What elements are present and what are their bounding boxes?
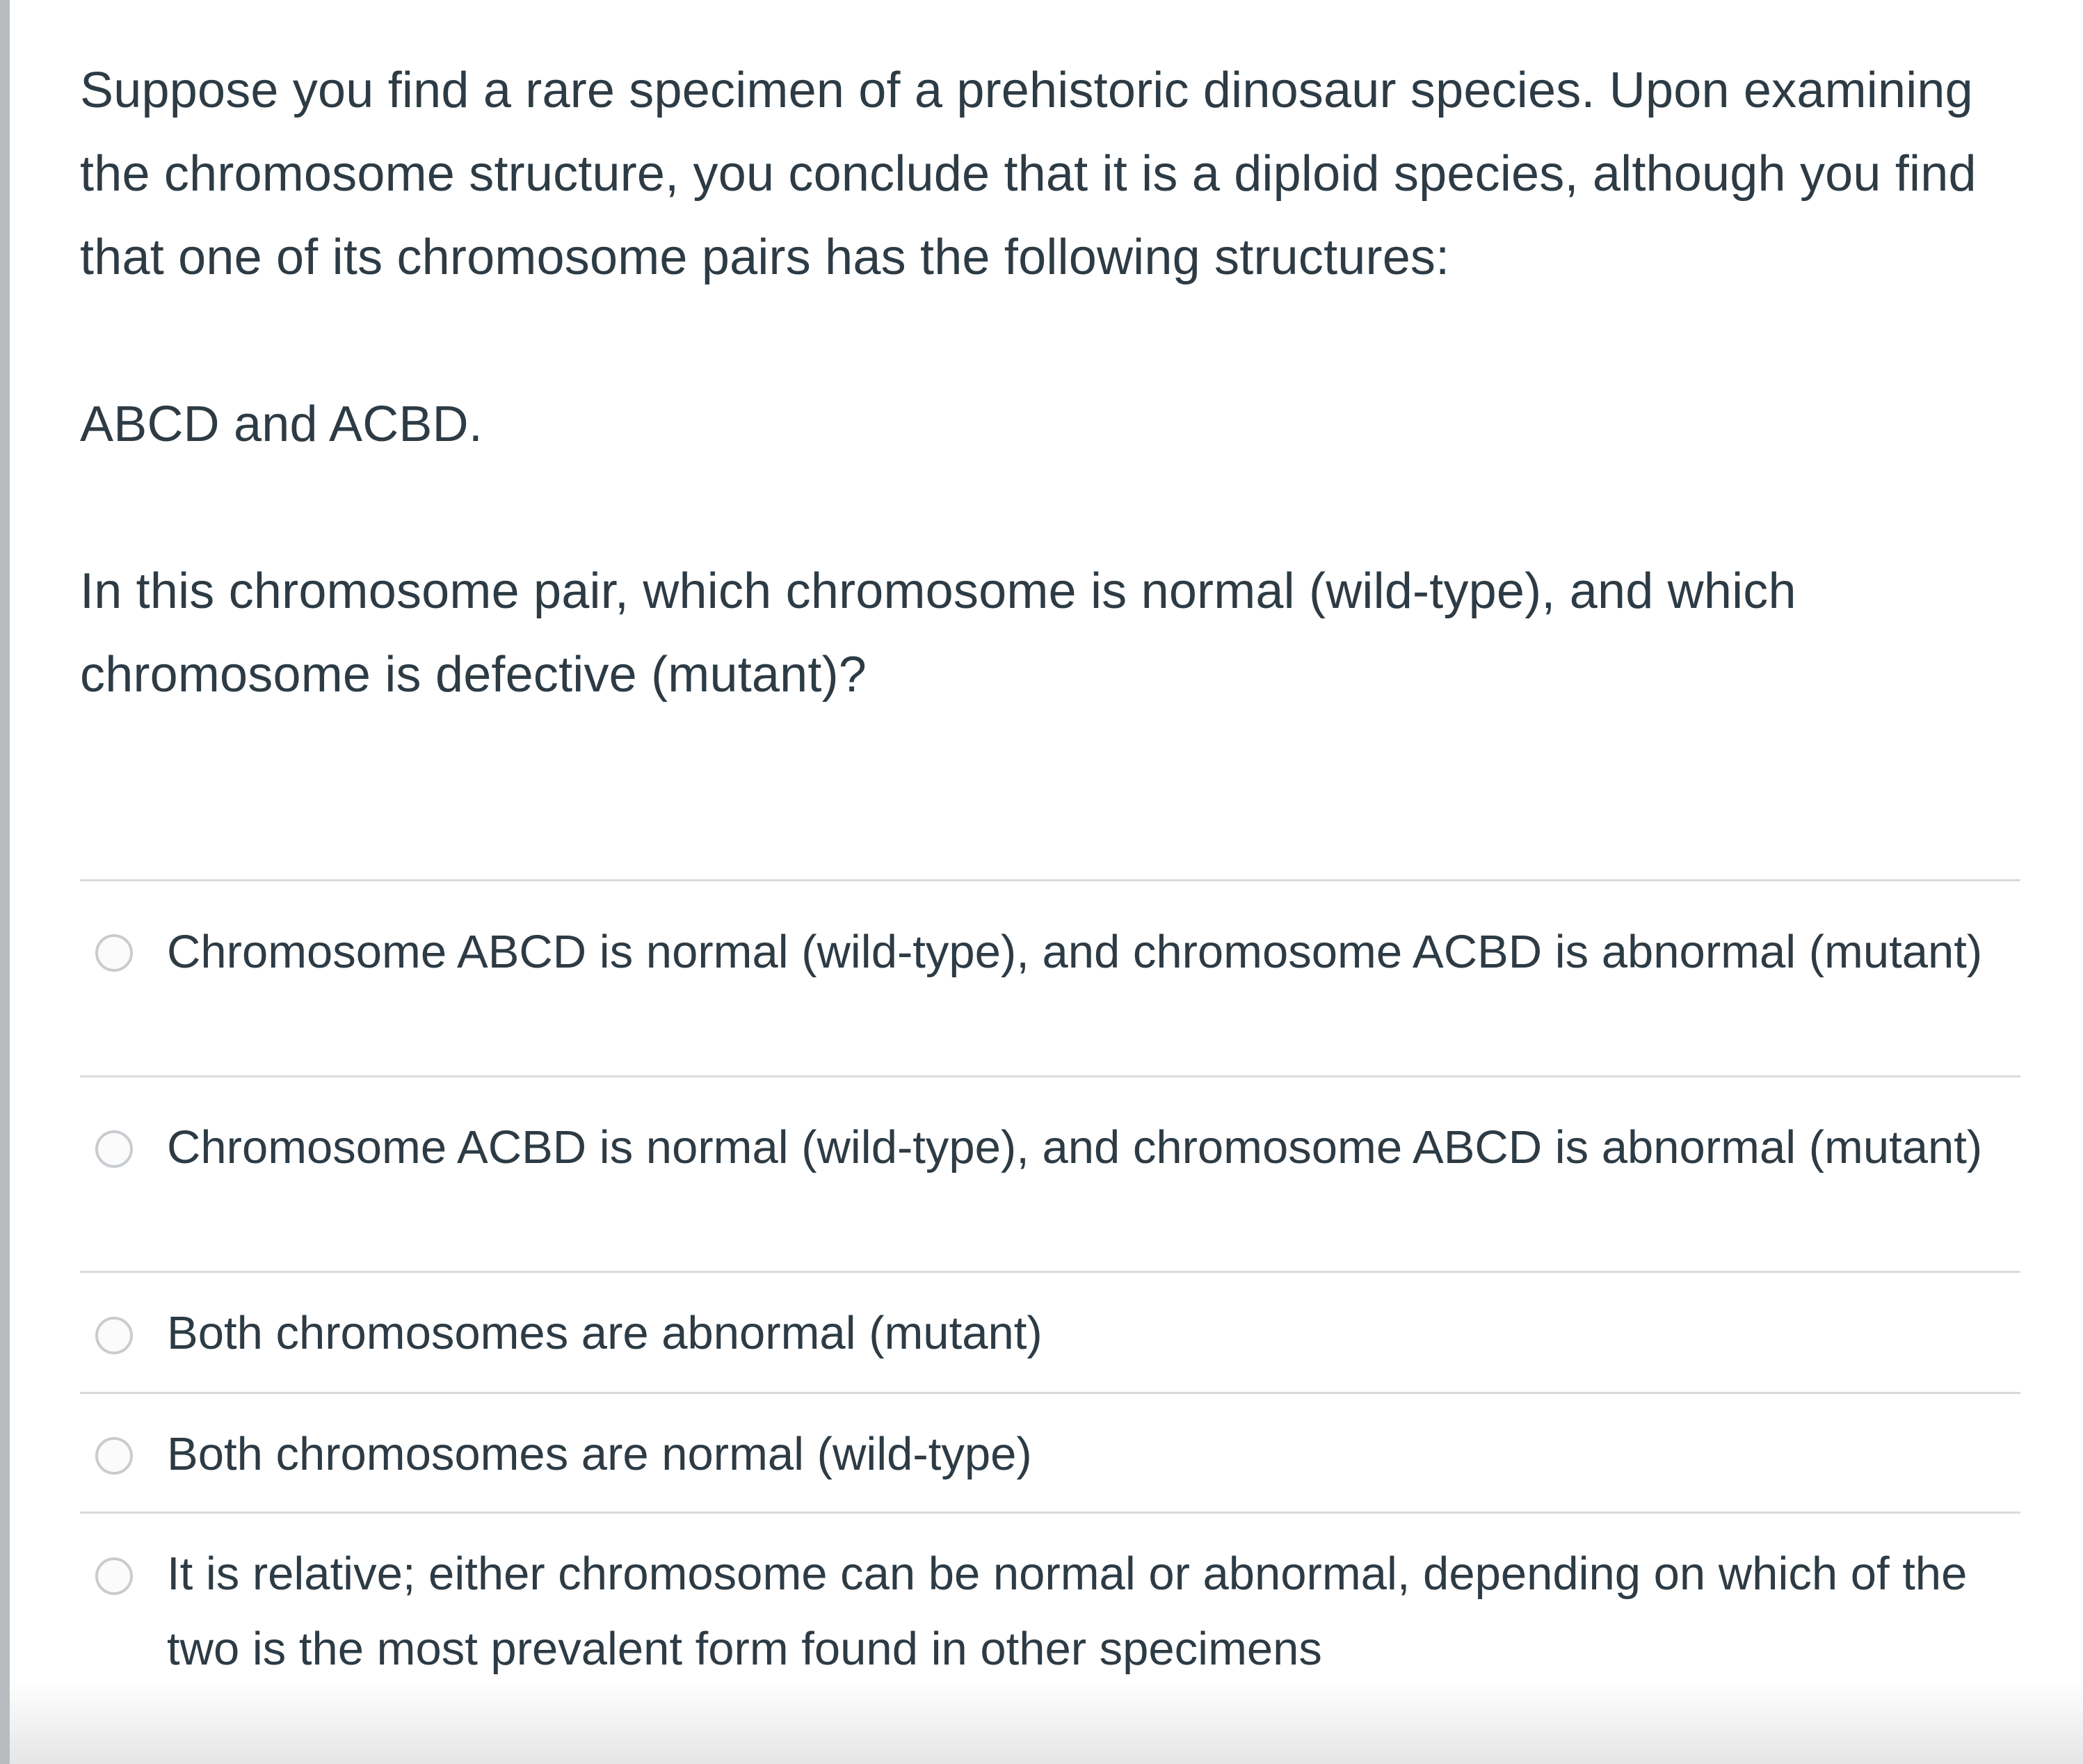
bottom-shadow: [10, 1681, 2083, 1764]
answer-option-3[interactable]: [80, 1273, 2020, 1394]
answer-label[interactable]: Chromosome ACBD is normal (wild-type), and chromosome ABCD is abnormal (mutant): [167, 1121, 1983, 1173]
radio-button[interactable]: [95, 1317, 133, 1354]
answer-list: [80, 879, 2020, 1701]
chromosome-structures: ABCD and ACBD.: [80, 396, 483, 452]
answer-option-4[interactable]: [80, 1394, 2020, 1514]
answer-label[interactable]: Both chromosomes are normal (wild-type): [167, 1428, 1032, 1480]
answer-option-1[interactable]: [80, 881, 2020, 1077]
answer-label[interactable]: It is relative; either chromosome can be normal or abnormal, depending on which of the two is the most prevalent form found in other specimens: [167, 1548, 1968, 1675]
question-intro: Suppose you find a rare specimen of a prehistoric dinosaur species. Upon examining the chromosome structure, you conclude that it is a diploid species, although you find that one of its chromosome pairs has the following structures:: [80, 63, 1977, 285]
answer-label[interactable]: Both chromosomes are abnormal (mutant): [167, 1307, 1043, 1359]
left-border: [0, 0, 10, 1764]
answer-option-2[interactable]: [80, 1077, 2020, 1273]
answer-label[interactable]: Chromosome ABCD is normal (wild-type), and chromosome ACBD is abnormal (mutant): [167, 926, 1983, 978]
radio-button[interactable]: [95, 1557, 133, 1595]
radio-button[interactable]: [95, 934, 133, 972]
question-prompt: In this chromosome pair, which chromosome is normal (wild-type), and which chromosome is defective (mutant)?: [80, 563, 1796, 703]
question-text: [80, 49, 2020, 716]
answer-option-5[interactable]: [80, 1514, 2020, 1701]
radio-button[interactable]: [95, 1130, 133, 1168]
radio-button[interactable]: [95, 1437, 133, 1475]
